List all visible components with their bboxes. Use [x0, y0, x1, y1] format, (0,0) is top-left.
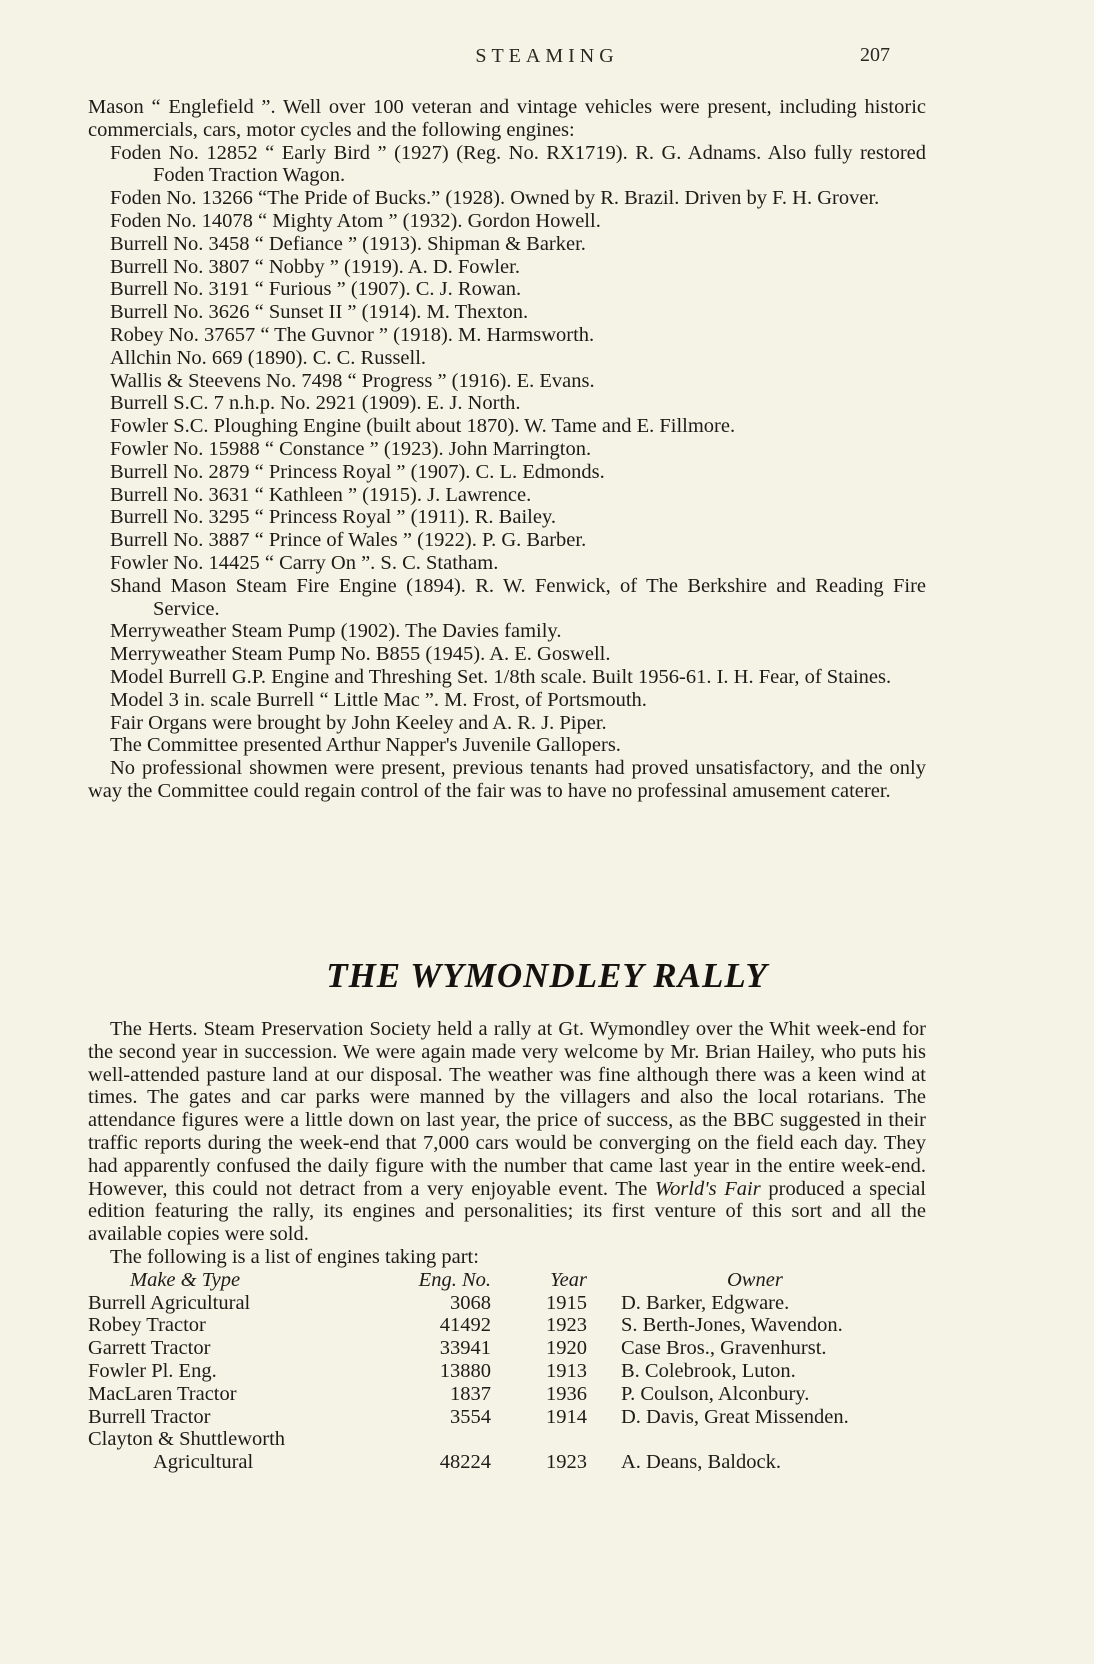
cell-owner: S. Berth-Jones, Wavendon.: [621, 1314, 843, 1337]
engine-list-item: Allchin No. 669 (1890). C. C. Russell.: [110, 346, 427, 369]
engine-list-item: Burrell No. 3458 “ Defiance ” (1913). Shipman & Barker.: [110, 232, 586, 255]
cell-make: Burrell Agricultural: [88, 1291, 251, 1314]
cell-owner: D. Barker, Edgware.: [621, 1291, 790, 1314]
engine-list-item: Foden No. 12852 “ Early Bird ” (1927) (Reg. No. RX1719). R. G. Adnams. Also fully restored Foden Traction Wagon.: [110, 141, 926, 187]
table-row: [88, 1383, 849, 1406]
cell-year: 1923: [546, 1451, 587, 1474]
table-header-row: [88, 1269, 849, 1292]
cell-eng-no: 13880: [439, 1359, 491, 1382]
engine-list-item: Robey No. 37657 “ The Guvnor ” (1918). M. Harmsworth.: [110, 323, 595, 346]
cell-make-continued: Agricultural: [153, 1451, 254, 1474]
engine-list-item: Burrell No. 3807 “ Nobby ” (1919). A. D. Fowler.: [110, 255, 520, 278]
rally-paragraph: [88, 1018, 926, 1246]
engine-list-item: Merryweather Steam Pump (1902). The Davies family.: [110, 620, 562, 643]
cell-year: 1923: [546, 1314, 587, 1337]
intro-paragraph: Mason “ Englefield ”. Well over 100 veteran and vintage vehicles were present, including historic commercials, cars, motor cycles and the following engines:: [88, 96, 926, 141]
header-eng-no: Eng. No.: [418, 1268, 491, 1291]
cell-owner: A. Deans, Baldock.: [621, 1451, 781, 1474]
cell-eng-no: 3068: [450, 1291, 491, 1314]
cell-eng-no: 41492: [439, 1314, 491, 1337]
engine-list-item: Burrell No. 3631 “ Kathleen ” (1915). J. Lawrence.: [110, 483, 532, 506]
table-row: [88, 1406, 849, 1429]
publication-title: World's Fair: [654, 1177, 761, 1200]
header-owner: Owner: [727, 1268, 783, 1291]
engines-table: [88, 1269, 849, 1474]
note-fair-organs: Fair Organs were brought by John Keeley and A. R. J. Piper.: [110, 711, 607, 734]
engine-list-item: Burrell No. 3887 “ Prince of Wales ” (1922). P. G. Barber.: [110, 529, 587, 552]
engine-list-item: Burrell No. 3191 “ Furious ” (1907). C. J. Rowan.: [110, 278, 522, 301]
running-title: STEAMING: [475, 45, 619, 67]
cell-owner: P. Coulson, Alconbury.: [621, 1382, 810, 1405]
engine-list-item: Foden No. 14078 “ Mighty Atom ” (1932). Gordon Howell.: [110, 209, 601, 232]
engine-list-item: Burrell No. 3626 “ Sunset II ” (1914). M. Thexton.: [110, 301, 529, 324]
table-row: [88, 1337, 849, 1360]
cell-make: Fowler Pl. Eng.: [88, 1359, 217, 1382]
engine-list-item: Fowler No. 15988 “ Constance ” (1923). John Marrington.: [110, 437, 592, 460]
cell-make: Robey Tractor: [88, 1314, 206, 1337]
cell-owner: D. Davis, Great Missenden.: [621, 1405, 849, 1428]
engine-list-item: Burrell No. 2879 “ Princess Royal ” (1907). C. L. Edmonds.: [110, 460, 605, 483]
engine-list: [88, 142, 926, 712]
note-gallopers: The Committee presented Arthur Napper's Juvenile Gallopers.: [110, 734, 621, 757]
engine-list-item: Model 3 in. scale Burrell “ Little Mac ”. M. Frost, of Portsmouth.: [110, 688, 647, 711]
wymondley-text-block: [88, 1018, 926, 1474]
cell-year: 1913: [546, 1359, 587, 1382]
engine-list-item: Foden No. 13266 “The Pride of Bucks.” (1928). Owned by R. Brazil. Driven by F. H. Grover.: [110, 187, 880, 210]
steaming-text-block: [88, 96, 926, 803]
rally-paragraph-text-2: produced a special edition featuring the rally, its engines and personalities; its first venture of this sort and all the available copies were sold.: [88, 1177, 926, 1246]
engine-list-item: Fowler S.C. Ploughing Engine (built about 1870). W. Tame and E. Fillmore.: [110, 415, 736, 438]
cell-eng-no: 3554: [450, 1405, 491, 1428]
cell-eng-no: 1837: [450, 1382, 491, 1405]
cell-year: 1936: [546, 1382, 587, 1405]
cell-eng-no: 48224: [439, 1451, 491, 1474]
header-year: Year: [550, 1268, 587, 1291]
engine-list-item: Shand Mason Steam Fire Engine (1894). R. W. Fenwick, of The Berkshire and Reading Fire Service.: [110, 574, 926, 620]
cell-owner: B. Colebrook, Luton.: [621, 1359, 796, 1382]
engine-list-item: Fowler No. 14425 “ Carry On ”. S. C. Statham.: [110, 551, 499, 574]
cell-year: 1920: [546, 1337, 587, 1360]
rally-paragraph-text-1: The Herts. Steam Preservation Society held a rally at Gt. Wymondley over the Whit week-end for the second year in succession. We were again made very welcome by Mr. Brian Hailey, who puts his well-attended pasture land at our disposal. The weather was fine although there was a keen wind at times. The gates and car parks were manned by the villagers and also the local rotarians. The attendance figures were a little down on last year, the price of success, as the BBC suggested in their traffic reports during the week-end that 7,000 cars would be converging on the field each day. They had apparently confused the daily figure with the number that came last year in the entire week-end. However, this could not detract from a very enjoyable event. The: [88, 1018, 926, 1200]
closing-paragraph: No professional showmen were present, previous tenants had proved unsatisfactory, and the only way the Committee could regain control of the fair was to have no professinal amusement caterer.: [88, 757, 926, 802]
cell-make: Burrell Tractor: [88, 1405, 211, 1428]
engine-list-item: Merryweather Steam Pump No. B855 (1945). A. E. Goswell.: [110, 643, 611, 666]
section-heading: THE WYMONDLEY RALLY: [326, 956, 768, 995]
cell-make: Clayton & Shuttleworth: [88, 1428, 286, 1451]
engine-list-item: Wallis & Steevens No. 7498 “ Progress ” (1916). E. Evans.: [110, 369, 595, 392]
cell-owner: Case Bros., Gravenhurst.: [621, 1337, 827, 1360]
table-row: [88, 1360, 849, 1383]
engine-list-item: Model Burrell G.P. Engine and Threshing Set. 1/8th scale. Built 1956-61. I. H. Fear, of Staines.: [110, 665, 892, 688]
table-row: [88, 1292, 849, 1315]
cell-year: 1915: [546, 1291, 587, 1314]
table-row: [88, 1314, 849, 1337]
page-number: 207: [860, 44, 890, 66]
cell-eng-no: 33941: [439, 1337, 491, 1360]
cell-make: Garrett Tractor: [88, 1337, 211, 1360]
header-make-type: Make & Type: [130, 1268, 241, 1291]
table-row: [88, 1451, 849, 1474]
list-intro: The following is a list of engines taking part:: [110, 1245, 479, 1268]
engine-list-item: Burrell No. 3295 “ Princess Royal ” (1911). R. Bailey.: [110, 506, 556, 529]
cell-make: MacLaren Tractor: [88, 1382, 237, 1405]
engine-list-item: Burrell S.C. 7 n.h.p. No. 2921 (1909). E. J. North.: [110, 392, 521, 415]
table-row: [88, 1428, 849, 1451]
cell-year: 1914: [546, 1405, 587, 1428]
